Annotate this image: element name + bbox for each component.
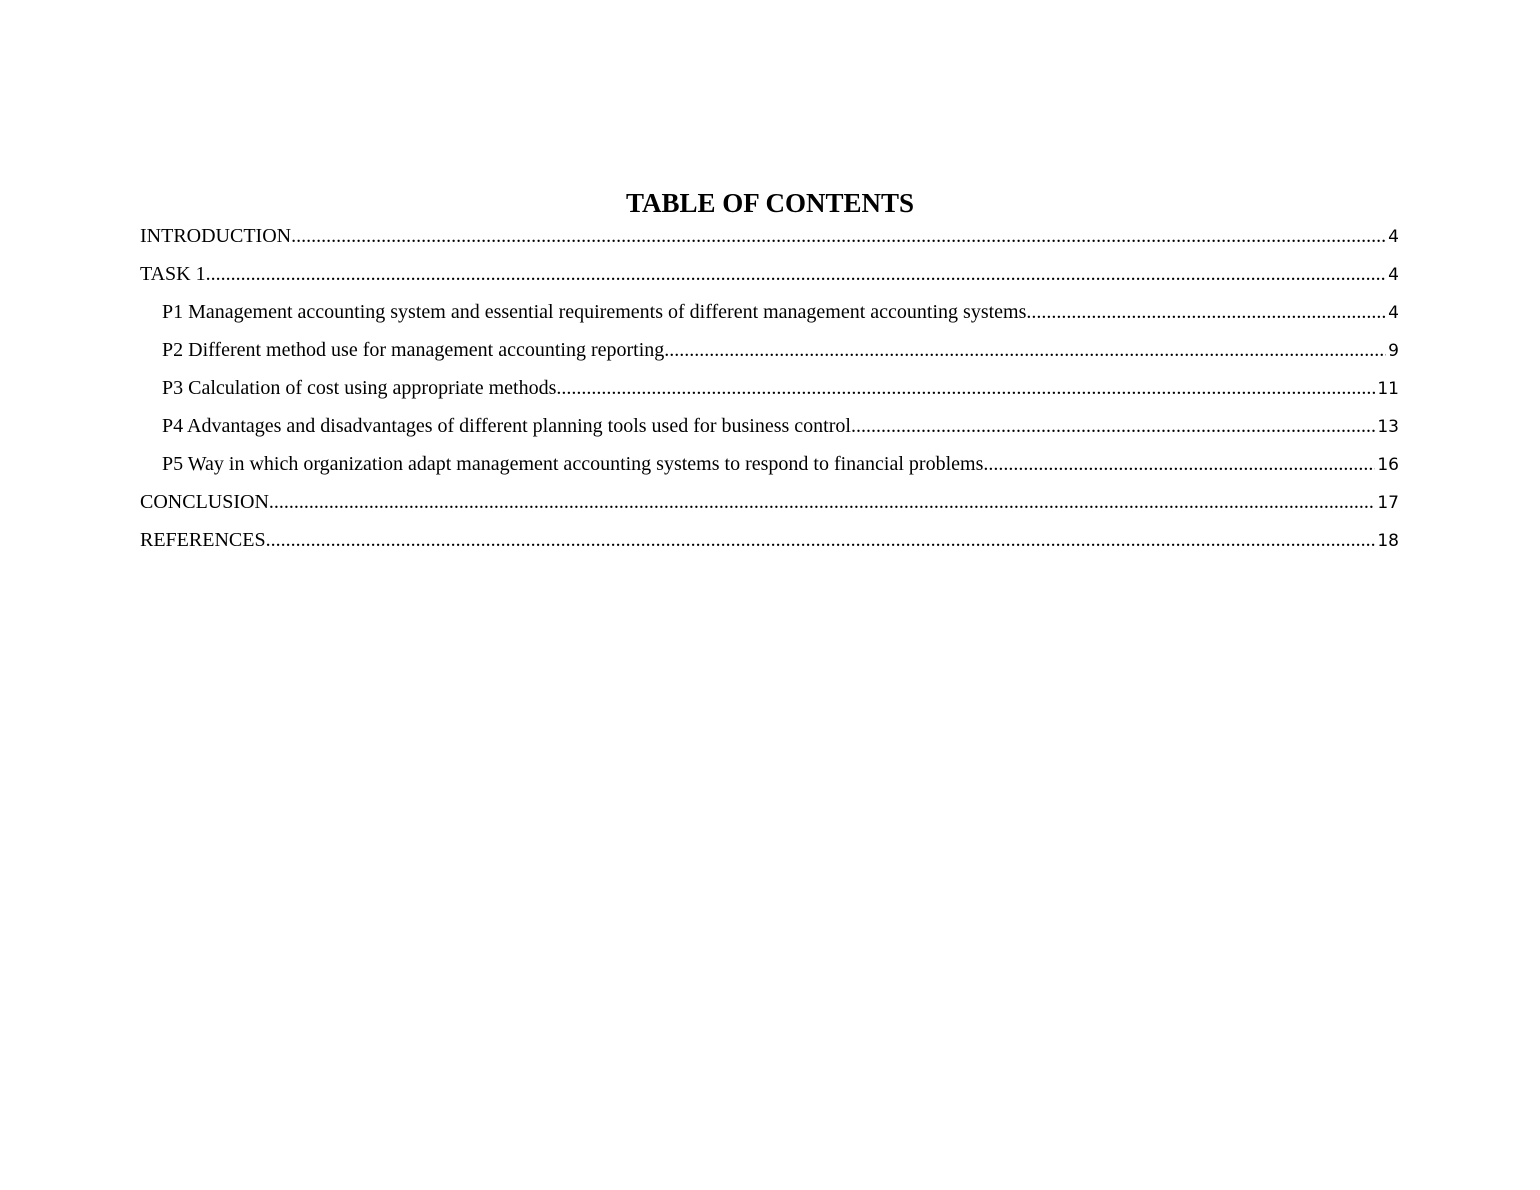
- toc-entry-introduction[interactable]: [140, 220, 1399, 258]
- toc-entry-label: P2 Different method use for management accounting reporting: [162, 339, 665, 361]
- toc-entry-label: P5 Way in which organization adapt management accounting systems to respond to financial problems: [162, 453, 984, 475]
- toc-entry-label: P1 Management accounting system and essential requirements of different management accounting systems: [162, 301, 1027, 323]
- toc-page-number: 13: [1377, 417, 1399, 437]
- toc-dot-leader: [206, 258, 1387, 290]
- toc-entry-p3[interactable]: [140, 372, 1399, 410]
- toc-entry-conclusion[interactable]: [140, 486, 1399, 524]
- toc-dot-leader: [983, 448, 1375, 480]
- toc-entry-p4[interactable]: [140, 410, 1399, 448]
- toc-entry-references[interactable]: [140, 524, 1399, 562]
- toc-page-number: 9: [1388, 341, 1399, 361]
- toc-list: [140, 220, 1399, 562]
- toc-page-number: 4: [1388, 227, 1399, 247]
- toc-entry-label: CONCLUSION: [140, 491, 269, 513]
- toc-entry-label: P4 Advantages and disadvantages of different planning tools used for business control: [162, 415, 851, 437]
- toc-dot-leader: [266, 524, 1376, 556]
- toc-entry-p2[interactable]: [140, 334, 1399, 372]
- toc-dot-leader: [851, 410, 1375, 442]
- toc-entry-task-1[interactable]: [140, 258, 1399, 296]
- toc-entry-p1[interactable]: [140, 296, 1399, 334]
- toc-entry-label: REFERENCES: [140, 529, 266, 551]
- toc-dot-leader: [664, 334, 1386, 366]
- toc-page-number: 11: [1377, 379, 1399, 399]
- toc-page-number: 18: [1377, 531, 1399, 551]
- toc-page-number: 16: [1377, 455, 1399, 475]
- toc-dot-leader: [269, 486, 1375, 518]
- toc-dot-leader: [291, 220, 1386, 252]
- toc-entry-p5[interactable]: [140, 448, 1399, 486]
- toc-page-number: 4: [1388, 265, 1399, 285]
- toc-page-number: 17: [1377, 493, 1399, 513]
- toc-page-number: 4: [1388, 303, 1399, 323]
- toc-dot-leader: [556, 372, 1375, 404]
- toc-title: TABLE OF CONTENTS: [625, 188, 915, 218]
- toc-entry-label: INTRODUCTION: [140, 225, 292, 247]
- toc-entry-label: P3 Calculation of cost using appropriate methods: [162, 377, 557, 399]
- toc-entry-label: TASK 1: [140, 263, 206, 285]
- toc-dot-leader: [1026, 296, 1386, 328]
